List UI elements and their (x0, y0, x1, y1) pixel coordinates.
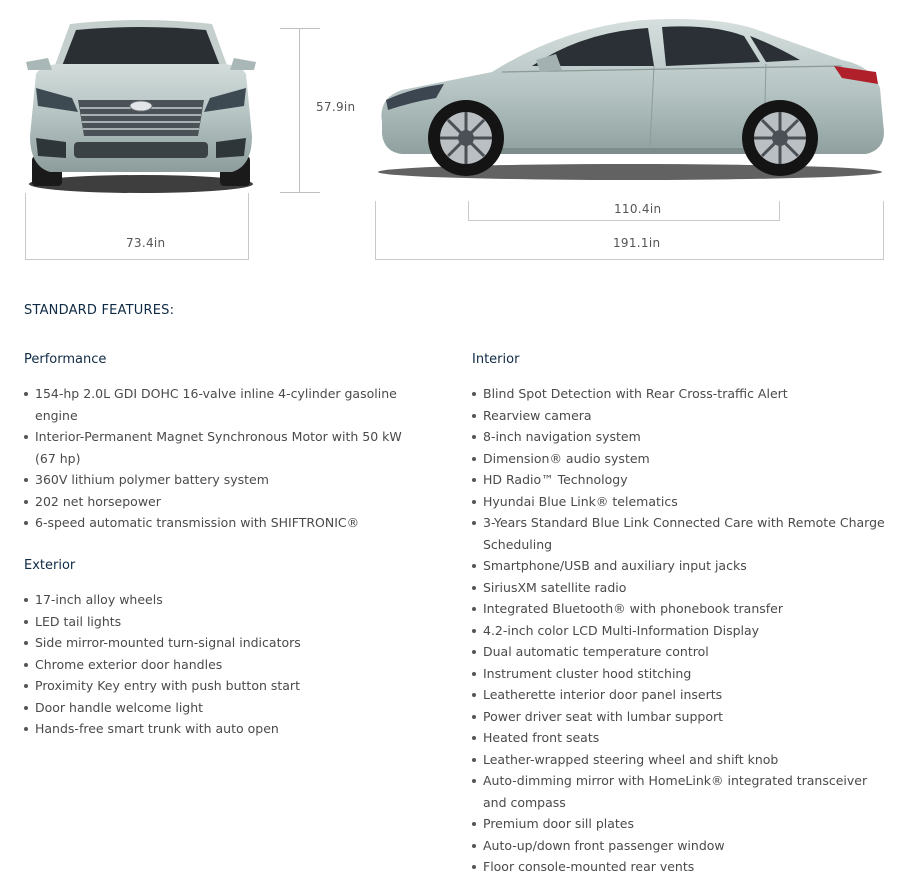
list-item: LED tail lights (24, 611, 424, 633)
list-item: Door handle welcome light (24, 697, 424, 719)
list-item: 6-speed automatic transmission with SHIFTRONIC® (24, 512, 424, 534)
length-dimension-label: 191.1in (613, 236, 661, 250)
list-item: Hands-free smart trunk with auto open (24, 718, 424, 740)
performance-section (24, 350, 424, 534)
list-item: Side mirror-mounted turn-signal indicators (24, 632, 424, 654)
list-item: Leather-wrapped steering wheel and shift knob (472, 749, 892, 771)
performance-heading: Performance (24, 352, 107, 367)
list-item: Auto-up/down front passenger window (472, 835, 892, 857)
list-item: Proximity Key entry with push button start (24, 675, 424, 697)
list-item: 4.2-inch color LCD Multi-Information Display (472, 620, 892, 642)
interior-section (472, 350, 892, 878)
list-item: Dimension® audio system (472, 448, 892, 470)
list-item: Floor console-mounted rear vents (472, 856, 892, 878)
list-item: Heated front seats (472, 727, 892, 749)
interior-list (472, 383, 892, 878)
height-dimension-line (299, 28, 300, 192)
list-item: 360V lithium polymer battery system (24, 469, 424, 491)
list-item: 17-inch alloy wheels (24, 589, 424, 611)
list-item: Rearview camera (472, 405, 892, 427)
performance-list (24, 383, 424, 534)
list-item: Hyundai Blue Link® telematics (472, 491, 892, 513)
list-item: Blind Spot Detection with Rear Cross-traffic Alert (472, 383, 892, 405)
list-item: 202 net horsepower (24, 491, 424, 513)
car-front-view-image (22, 16, 260, 196)
list-item: 154-hp 2.0L GDI DOHC 16-valve inline 4-cylinder gasoline engine (24, 383, 424, 426)
list-item: 3-Years Standard Blue Link Connected Care with Remote Charge Scheduling (472, 512, 892, 555)
list-item: Auto-dimming mirror with HomeLink® integrated transceiver and compass (472, 770, 892, 813)
list-item: Premium door sill plates (472, 813, 892, 835)
list-item: Interior-Permanent Magnet Synchronous Motor with 50 kW (67 hp) (24, 426, 424, 469)
exterior-heading: Exterior (24, 558, 76, 573)
list-item: Dual automatic temperature control (472, 641, 892, 663)
exterior-list (24, 589, 424, 740)
list-item: HD Radio™ Technology (472, 469, 892, 491)
width-dimension-label: 73.4in (126, 236, 166, 250)
wheelbase-dimension-label: 110.4in (614, 202, 662, 216)
list-item: Power driver seat with lumbar support (472, 706, 892, 728)
list-item: Chrome exterior door handles (24, 654, 424, 676)
car-side-view-image (372, 14, 888, 184)
list-item: Integrated Bluetooth® with phonebook transfer (472, 598, 892, 620)
list-item: Instrument cluster hood stitching (472, 663, 892, 685)
list-item: 8-inch navigation system (472, 426, 892, 448)
list-item: SiriusXM satellite radio (472, 577, 892, 599)
height-top-tick (280, 28, 320, 29)
exterior-section (24, 556, 424, 740)
list-item: Smartphone/USB and auxiliary input jacks (472, 555, 892, 577)
height-dimension-label: 57.9in (316, 100, 356, 114)
interior-heading: Interior (472, 352, 520, 367)
height-bottom-tick (280, 192, 320, 193)
list-item: Leatherette interior door panel inserts (472, 684, 892, 706)
length-dimension-bracket (375, 201, 884, 260)
standard-features-title: STANDARD FEATURES: (24, 303, 175, 318)
